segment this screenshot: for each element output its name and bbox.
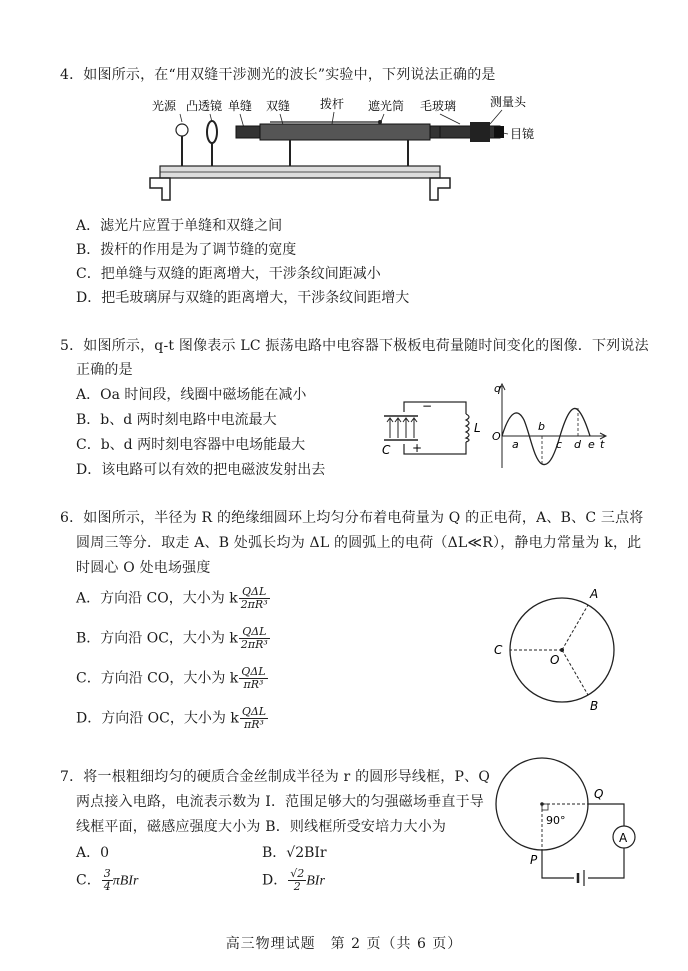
ring-label-a: A [590,587,599,601]
ring-label-b: B [590,699,599,713]
q5-stem-line1: 5．如图所示，q-t 图像表示 LC 振荡电路中电容器下极板电荷量随时间变化的图像．下列说法 [60,338,649,354]
ring-label-c: C [494,643,503,657]
q-t-graph-figure [490,380,610,476]
q5-option-c[interactable]: C．b、d 两时刻电容器中电场能最大 [76,437,306,453]
q7-option-c[interactable]: C． $\frac{3}{4}$ πBIr [76,867,139,893]
ring-label-o: O [550,653,560,667]
label-lever: 拨杆 [320,97,345,111]
graph-c: c [556,438,563,451]
q5-option-d[interactable]: D．该电路可以有效的把电磁波发射出去 [76,462,326,478]
page-footer: 高三物理试题 第 2 页（共 6 页） [225,936,463,952]
ammeter-label: A [619,831,628,845]
label-measuring-head: 测量头 [490,95,527,109]
circuit-label-c: C [382,443,391,457]
point-q-label: Q [594,787,604,801]
graph-a: a [512,438,519,451]
label-convex-lens: 凸透镜 [186,99,223,113]
graph-t: t [600,438,605,451]
q7-option-a[interactable]: A．0 [76,845,110,861]
graph-d: d [574,438,581,451]
q6-option-a[interactable]: A．方向沿 CO，大小为 k $\frac{\text{QΔL}}{\text{2πR³}}$ [76,585,268,611]
circuit-label-l: L [474,421,481,435]
q4-option-c[interactable]: C．把单缝与双缝的距离增大，干涉条纹间距减小 [76,266,381,282]
graph-origin: O [492,430,501,443]
double-slit-apparatus-figure [140,92,560,210]
q7-option-d[interactable]: D． $\frac{√2}{2}$ BIr [262,867,325,893]
q7-stem-line3: 线框平面，磁感应强度大小为 B．则线框所受安培力大小为 [76,819,447,835]
q7-option-b[interactable]: B．√2BIr [262,845,327,861]
lc-circuit-figure [378,398,488,464]
q7-stem-line2: 两点接入电路，电流表示数为 I．范围足够大的匀强磁场垂直于导 [76,794,484,810]
angle-label: 90° [546,814,566,827]
q4-option-d[interactable]: D．把毛玻璃屏与双缝的距离增大，干涉条纹间距增大 [76,290,410,306]
circuit-plus: + [412,441,423,455]
label-eyepiece: 目镜 [510,127,535,141]
q6-stem-line2: 圆周三等分．取走 A、B 处弧长均为 ΔL 的圆弧上的电荷（ΔL≪R），静电力常量为 k，此 [76,535,642,551]
label-single-slit: 单缝 [228,99,253,113]
label-double-slit: 双缝 [266,99,291,113]
q4-stem: 4．如图所示，在“用双缝干涉测光的波长”实验中，下列说法正确的是 [60,67,496,83]
q4-option-a[interactable]: A．滤光片应置于单缝和双缝之间 [76,218,283,234]
q6-option-c[interactable]: C．方向沿 CO，大小为 k $\frac{\text{QΔL}}{\text{πR³}}$ [76,665,266,691]
q5-stem-line2: 正确的是 [76,362,133,378]
q5-option-a[interactable]: A．Oa 时间段，线圈中磁场能在减小 [76,387,307,403]
q4-option-b[interactable]: B．拨杆的作用是为了调节缝的宽度 [76,242,297,258]
wire-loop-circuit-figure [488,754,648,890]
graph-b: b [538,420,545,433]
q6-stem-line3: 时圆心 O 处电场强度 [76,560,211,576]
point-p-label: P [530,853,538,867]
graph-q: q [494,382,501,395]
graph-e: e [588,438,595,451]
label-light-source: 光源 [152,99,177,113]
q6-option-d[interactable]: D．方向沿 OC，大小为 k $\frac{\text{QΔL}}{\text{πR³}}$ [76,705,267,731]
label-screen: 毛玻璃 [420,99,457,113]
q6-stem-line1: 6．如图所示，半径为 R 的绝缘细圆环上均匀分布着电荷量为 Q 的正电荷，A、B、C 三点将 [60,510,644,526]
label-tube: 遮光筒 [368,99,405,113]
q7-stem-line1: 7．将一根粗细均匀的硬质合金丝制成半径为 r 的圆形导线框，P、Q [60,769,490,785]
q6-option-b[interactable]: B．方向沿 OC，大小为 k $\frac{\text{QΔL}}{\text{2πR³}}$ [76,625,268,651]
q5-option-b[interactable]: B．b、d 两时刻电路中电流最大 [76,412,277,428]
circuit-minus: − [422,399,433,413]
charged-ring-figure [486,582,618,714]
